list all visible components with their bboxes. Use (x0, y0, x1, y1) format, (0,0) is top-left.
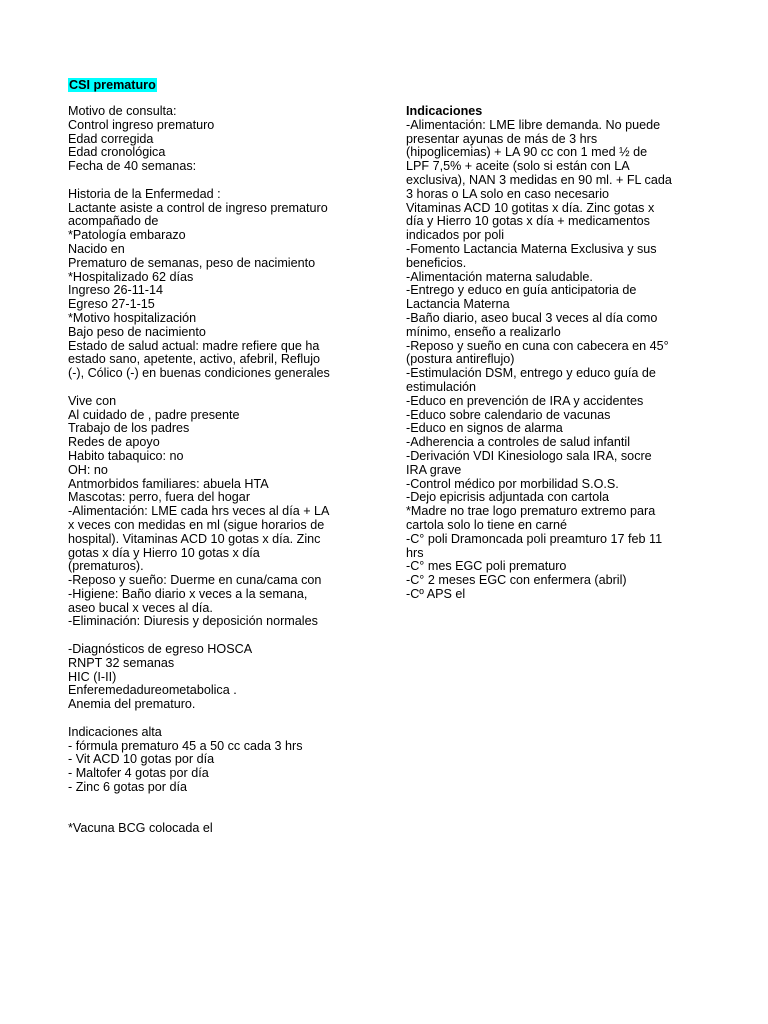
left-line: *Vacuna BCG colocada el (68, 821, 213, 836)
left-line: Indicaciones alta (68, 724, 162, 739)
left-line: Fecha de 40 semanas: (68, 159, 197, 174)
right-line: -Fomento Lactancia Materna Exclusiva y sus (406, 241, 657, 256)
left-line: -Reposo y sueño: Duerme en cuna/cama con (68, 573, 322, 588)
right-line: -Cº APS el (406, 586, 466, 601)
right-line: -Educo en prevención de IRA y accidentes (406, 393, 644, 408)
left-line: Control ingreso prematuro (68, 117, 215, 132)
left-line: *Motivo hospitalización (68, 310, 197, 325)
left-line: Prematuro de semanas, peso de nacimiento (68, 255, 316, 270)
right-line: beneficios. (406, 255, 467, 270)
left-line (68, 629, 368, 643)
right-line: -Adherencia a controles de salud infantil (406, 435, 631, 450)
right-line: LPF 7,5% + aceite (solo si están con LA (406, 159, 630, 174)
right-line: -Reposo y sueño en cuna con cabecera en 45° (406, 338, 669, 353)
document-title (68, 78, 157, 92)
left-line: Historia de la Enfermedad : (68, 186, 221, 201)
left-line: -Eliminación: Diuresis y deposición normales (68, 614, 318, 629)
right-line: -Estimulación DSM, entrego y educo guía de (406, 366, 656, 381)
left-line: Mascotas: perro, fuera del hogar (68, 490, 251, 505)
left-line: - fórmula prematuro 45 a 50 cc cada 3 hrs (68, 738, 303, 753)
indicaciones-heading: Indicaciones (406, 104, 483, 118)
left-line: (-), Cólico (-) en buenas condiciones generales (68, 366, 330, 381)
left-line: Ingreso 26-11-14 (68, 283, 163, 298)
left-line: -Higiene: Baño diario x veces a la semana, (68, 586, 308, 601)
right-line: -Alimentación: LME libre demanda. No puede (406, 117, 661, 132)
right-line: -Entrego y educo en guía anticipatoria de (406, 283, 637, 298)
right-line: -Alimentación materna saludable. (406, 269, 593, 284)
right-line: -C° 2 meses EGC con enfermera (abril) (406, 573, 627, 588)
right-line: *Madre no trae logo prematuro extremo para (406, 504, 656, 519)
right-line: mínimo, enseño a realizarlo (406, 324, 561, 339)
left-line: RNPT 32 semanas (68, 655, 175, 670)
left-line: Lactante asiste a control de ingreso prematuro (68, 200, 328, 215)
left-line: Vive con (68, 393, 117, 408)
right-line: estimulación (406, 379, 476, 394)
left-line: gotas x día y Hierro 10 gotas x día (68, 545, 260, 560)
right-line: -C° poli Dramoncada poli preamturo 17 feb 11 (406, 531, 663, 546)
left-line: - Zinc 6 gotas por día (68, 780, 188, 795)
left-line: Motivo de consulta: (68, 104, 177, 118)
right-line: hrs (406, 545, 424, 560)
left-line: Antmorbidos familiares: abuela HTA (68, 476, 269, 491)
left-line: Edad corregida (68, 131, 154, 146)
left-line (68, 795, 368, 809)
right-line: (postura antireflujo) (406, 352, 515, 367)
right-line: 3 horas o LA solo en caso necesario (406, 186, 610, 201)
left-line (68, 381, 368, 395)
left-line: Habito tabaquico: no (68, 448, 184, 463)
left-line: aseo bucal x veces al día. (68, 600, 213, 615)
right-line: (hipoglicemias) + LA 90 cc con 1 med ½ de (406, 145, 648, 160)
right-line: exclusiva), NAN 3 medidas en 90 ml. + FL cada (406, 172, 672, 187)
left-line: Nacido en (68, 241, 125, 256)
right-line: día y Hierro 10 gotas x día + medicamentos (406, 214, 650, 229)
left-line: acompañado de (68, 214, 159, 229)
right-column (406, 105, 706, 602)
right-line: Vitaminas ACD 10 gotitas x día. Zinc gotas x (406, 200, 655, 215)
right-line: -C° mes EGC poli prematuro (406, 559, 567, 574)
left-line: *Patología embarazo (68, 228, 186, 243)
left-line (68, 174, 368, 188)
left-line: Bajo peso de nacimiento (68, 324, 206, 339)
right-line: Lactancia Materna (406, 297, 510, 312)
left-line: Enferemedadureometabolica . (68, 683, 237, 698)
left-line: - Vit ACD 10 gotas por día (68, 752, 215, 767)
right-line: -Dejo epicrisis adjuntada con cartola (406, 490, 610, 505)
left-line (68, 712, 368, 726)
left-line: HIC (I-II) (68, 669, 117, 684)
left-line: Anemia del prematuro. (68, 697, 196, 712)
left-line (68, 809, 368, 823)
left-line: Estado de salud actual: madre refiere que ha (68, 338, 320, 353)
right-line: -Educo en signos de alarma (406, 421, 563, 436)
left-line: OH: no (68, 462, 108, 477)
right-line: IRA grave (406, 462, 462, 477)
left-line: Al cuidado de , padre presente (68, 407, 240, 422)
left-line: Redes de apoyo (68, 435, 160, 450)
left-line: -Alimentación: LME cada hrs veces al día + LA (68, 504, 330, 519)
left-line: (prematuros). (68, 559, 144, 574)
highlighted-title: CSI prematuro (69, 78, 156, 92)
left-column (68, 105, 368, 836)
right-line: -Educo sobre calendario de vacunas (406, 407, 611, 422)
right-line: cartola solo lo tiene en carné (406, 517, 568, 532)
left-line: -Diagnósticos de egreso HOSCA (68, 642, 253, 657)
left-line: Trabajo de los padres (68, 421, 190, 436)
left-line: x veces con medidas en ml (sigue horarios de (68, 517, 325, 532)
right-line: -Baño diario, aseo bucal 3 veces al día como (406, 310, 658, 325)
left-line: Egreso 27-1-15 (68, 297, 155, 312)
left-line: *Hospitalizado 62 días (68, 269, 194, 284)
right-line: presentar ayunas de más de 3 hrs (406, 131, 598, 146)
right-line: indicados por poli (406, 228, 505, 243)
right-line: -Derivación VDI Kinesiologo sala IRA, socre (406, 448, 652, 463)
left-line: hospital). Vitaminas ACD 10 gotas x día. Zinc (68, 531, 321, 546)
left-line: estado sano, apetente, activo, afebril, Reflujo (68, 352, 321, 367)
left-line: Edad cronológica (68, 145, 166, 160)
left-line: - Maltofer 4 gotas por día (68, 766, 209, 781)
right-line: -Control médico por morbilidad S.O.S. (406, 476, 619, 491)
